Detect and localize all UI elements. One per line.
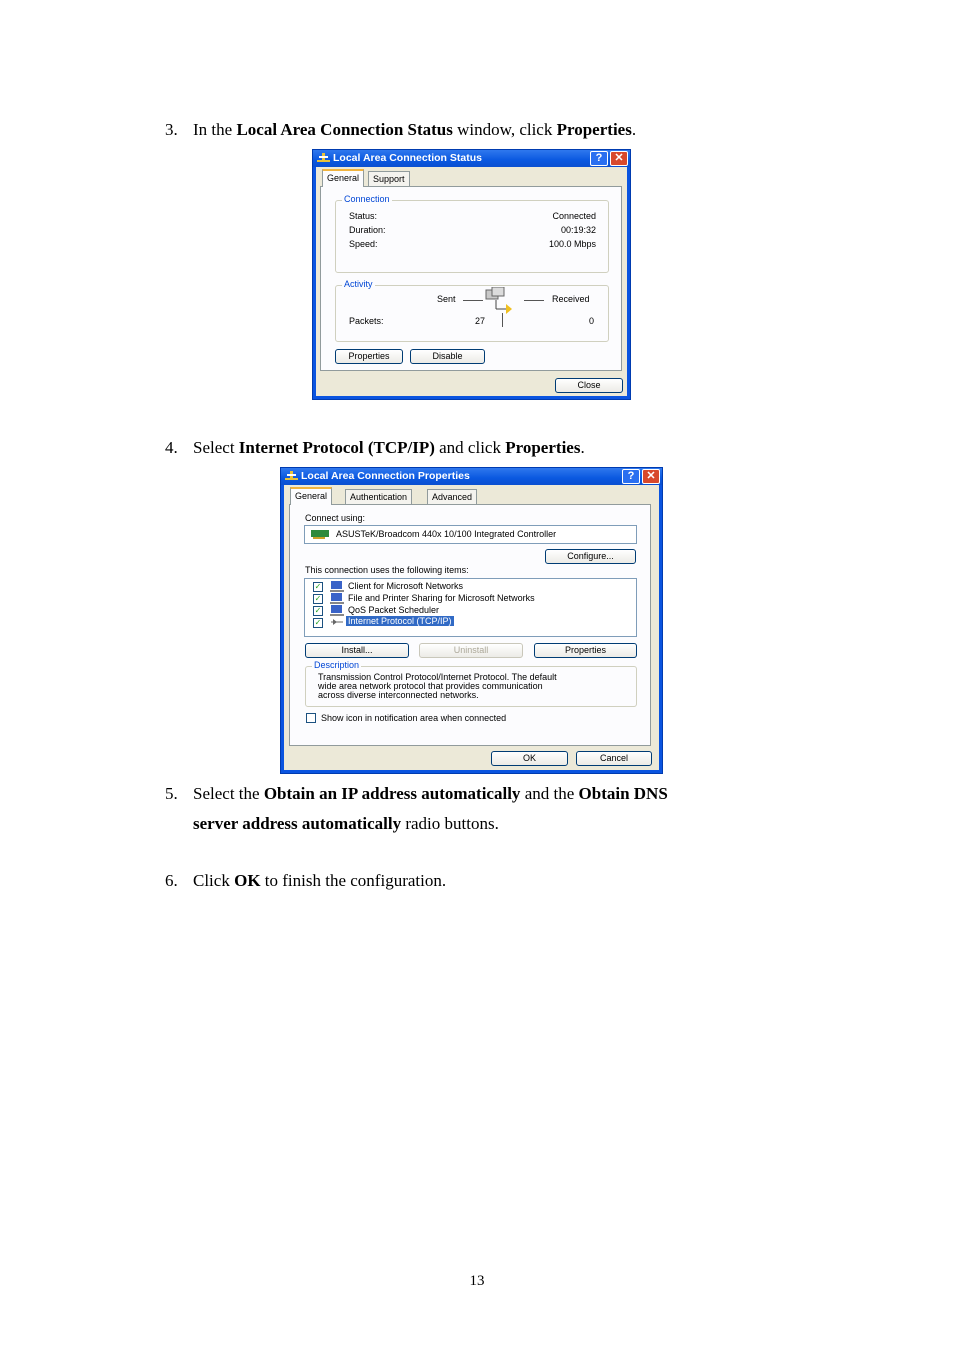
dialog-body xyxy=(284,485,659,770)
close-window-button[interactable]: ✕ xyxy=(642,469,660,484)
step-text: In the xyxy=(193,120,237,139)
duration-value: 00:19:32 xyxy=(560,225,596,235)
item-label: Client for Microsoft Networks xyxy=(348,581,464,591)
show-icon-checkbox[interactable] xyxy=(306,713,316,723)
tab-general[interactable]: General xyxy=(290,487,332,505)
client-icon xyxy=(330,581,344,592)
close-window-button[interactable]: ✕ xyxy=(610,151,628,166)
dialog-body xyxy=(316,167,627,396)
items-label: This connection uses the following items: xyxy=(305,565,469,575)
help-button[interactable]: ? xyxy=(590,151,608,166)
dialog-title: Local Area Connection Properties xyxy=(301,470,470,482)
activity-divider xyxy=(502,313,503,327)
step-bold: OK xyxy=(234,871,261,890)
adapter-name: ASUSTeK/Broadcom 440x 10/100 Integrated Controller xyxy=(336,529,557,539)
help-button[interactable]: ? xyxy=(622,469,640,484)
item-label: File and Printer Sharing for Microsoft Networks xyxy=(348,593,535,603)
connection-legend: Connection xyxy=(344,194,390,204)
step-text: radio buttons. xyxy=(401,814,499,833)
install-button[interactable]: Install... xyxy=(305,643,409,658)
disable-button[interactable]: Disable xyxy=(410,349,485,364)
dialog-title-bar xyxy=(313,150,630,167)
packets-sent-value: 27 xyxy=(475,316,486,326)
network-computers-icon xyxy=(484,287,518,317)
step-text: and click xyxy=(434,438,506,457)
status-value: Connected xyxy=(552,211,596,221)
step-number: 5. xyxy=(165,784,178,803)
step-bold: Properties xyxy=(505,438,581,457)
step-text: Click xyxy=(193,871,235,890)
item-checkbox[interactable]: ✓ xyxy=(314,582,322,591)
packets-label: Packets: xyxy=(349,316,384,326)
item-checkbox[interactable]: ✓ xyxy=(314,606,322,615)
network-icon xyxy=(285,471,298,482)
step-text: . xyxy=(580,438,585,457)
step-number: 3. xyxy=(165,120,178,139)
description-line: Transmission Control Protocol/Internet Protocol. The default xyxy=(318,672,557,682)
step-text: . xyxy=(631,120,637,139)
step-bold: server address automatically xyxy=(193,814,402,833)
ok-button[interactable]: OK xyxy=(491,751,568,766)
file-sharing-icon xyxy=(330,593,344,604)
step-bold: Obtain an IP address automatically xyxy=(263,784,521,803)
activity-group xyxy=(335,279,609,342)
sent-line xyxy=(463,300,483,301)
protocol-icon xyxy=(330,617,344,628)
item-label-selected: Internet Protocol (TCP/IP) xyxy=(348,616,452,626)
connect-using-label: Connect using: xyxy=(305,513,366,523)
step-number: 4. xyxy=(165,438,178,457)
duration-label: Duration: xyxy=(349,225,386,235)
step-text: and the xyxy=(520,784,579,803)
speed-value: 100.0 Mbps xyxy=(548,239,596,249)
qos-icon xyxy=(330,605,344,616)
cancel-button[interactable]: Cancel xyxy=(576,751,652,766)
description-group xyxy=(305,660,637,707)
received-line xyxy=(524,300,544,301)
status-label: Status: xyxy=(349,211,378,221)
description-line: wide area network protocol that provides communication xyxy=(318,681,543,691)
step-bold: Internet Protocol (TCP/IP) xyxy=(238,438,435,457)
received-label: Received xyxy=(552,294,590,304)
step-text: window, click xyxy=(452,120,557,139)
item-checkbox[interactable]: ✓ xyxy=(314,594,322,603)
description-legend: Description xyxy=(314,660,360,670)
dialog-title: Local Area Connection Status xyxy=(333,152,482,164)
activity-legend: Activity xyxy=(344,279,373,289)
sent-label: Sent xyxy=(437,294,456,304)
item-checkbox[interactable]: ✓ xyxy=(314,618,322,627)
tab-support[interactable]: Support xyxy=(368,171,410,186)
properties-button[interactable]: Properties xyxy=(335,349,403,364)
step-text: Select xyxy=(193,438,239,457)
packets-received-value: 0 xyxy=(589,316,595,326)
item-properties-button[interactable]: Properties xyxy=(534,643,637,658)
step-bold: Properties xyxy=(556,120,632,139)
speed-label: Speed: xyxy=(349,239,378,249)
tab-advanced[interactable]: Advanced xyxy=(427,489,477,504)
configure-button[interactable]: Configure... xyxy=(545,549,636,564)
connection-group xyxy=(335,194,609,273)
status-dialog xyxy=(312,149,631,400)
dialog-title-bar xyxy=(281,468,662,485)
description-line: across diverse interconnected networks. xyxy=(318,690,479,700)
tab-panel xyxy=(289,504,651,746)
page-number: 13 xyxy=(469,1273,485,1289)
network-icon xyxy=(317,153,330,164)
adapter-field xyxy=(304,525,637,544)
uninstall-button[interactable]: Uninstall xyxy=(419,643,523,658)
tab-panel xyxy=(320,186,622,371)
network-card-icon xyxy=(311,530,329,539)
step-bold: Obtain DNS xyxy=(578,784,668,803)
tab-authentication[interactable]: Authentication xyxy=(345,489,412,504)
close-button[interactable]: Close xyxy=(555,378,623,393)
step-bold: Local Area Connection Status xyxy=(236,120,453,139)
step-text: to finish the configuration. xyxy=(260,871,447,890)
show-icon-label: Show icon in notification area when connected xyxy=(321,713,507,723)
item-label: QoS Packet Scheduler xyxy=(348,605,440,615)
properties-dialog xyxy=(280,467,663,774)
items-list[interactable] xyxy=(304,578,637,637)
step-number: 6. xyxy=(165,871,178,890)
step-text: Select the xyxy=(193,784,264,803)
tab-general[interactable]: General xyxy=(322,169,364,187)
